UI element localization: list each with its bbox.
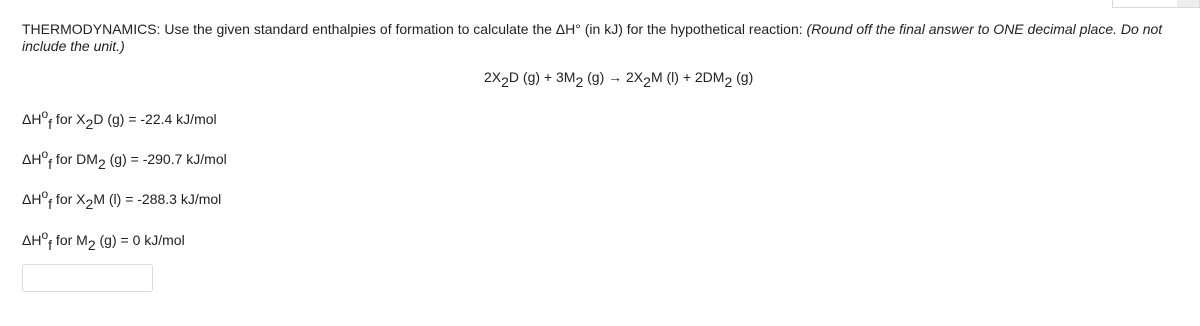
- standard-superscript: o: [41, 107, 49, 121]
- standard-superscript: o: [41, 147, 49, 161]
- enthalpy-value: (g) = -290.7 kJ/mol: [105, 151, 227, 167]
- eq-part: (g): [732, 69, 754, 85]
- question-main: THERMODYNAMICS: Use the given standard enthalpies of formation to calculate the ΔH° (in kJ) for the hypothetical reaction:: [22, 21, 807, 37]
- corner-widget-fill: [1177, 0, 1199, 7]
- answer-input[interactable]: [22, 264, 153, 292]
- species-subscript: 2: [85, 116, 94, 132]
- enthalpy-value: D (g) = -22.4 kJ/mol: [93, 111, 217, 127]
- formation-subscript: f: [48, 196, 53, 212]
- species-label: for M: [52, 232, 88, 248]
- enthalpy-x2m: [22, 187, 222, 212]
- standard-superscript: o: [41, 187, 49, 201]
- enthalpy-value: M (l) = -288.3 kJ/mol: [93, 191, 222, 207]
- eq-part: M (l) + 2DM: [650, 69, 725, 85]
- delta-h-label: ΔH: [22, 151, 42, 167]
- formation-subscript: f: [48, 116, 53, 132]
- eq-subscript: 2: [501, 74, 509, 90]
- delta-h-label: ΔH: [22, 111, 42, 127]
- species-subscript: 2: [85, 196, 94, 212]
- species-label: for X: [52, 111, 86, 127]
- enthalpy-x2d: [22, 107, 217, 132]
- question-text: [22, 21, 1197, 55]
- formation-subscript: f: [48, 156, 53, 172]
- delta-h-label: ΔH: [22, 232, 42, 248]
- species-label: for X: [52, 191, 86, 207]
- species-subscript: 2: [87, 237, 96, 253]
- delta-h-label: ΔH: [22, 191, 42, 207]
- enthalpy-m2: [22, 228, 185, 253]
- species-subscript: 2: [97, 156, 106, 172]
- eq-subscript: 2: [643, 74, 651, 90]
- corner-widget: [1112, 0, 1200, 8]
- eq-subscript: 2: [724, 74, 733, 90]
- enthalpy-value: (g) = 0 kJ/mol: [95, 232, 185, 248]
- formation-subscript: f: [48, 237, 53, 253]
- question-instruction: (Round off the final answer to ONE decimal place. Do not include the unit.): [22, 21, 1163, 54]
- eq-part: (g): [583, 69, 609, 85]
- eq-part: 2X: [484, 69, 502, 85]
- eq-subscript: 2: [575, 74, 584, 90]
- species-label: for DM: [52, 151, 98, 167]
- reaction-arrow: →: [608, 69, 623, 85]
- enthalpy-dm2: [22, 147, 227, 172]
- reaction-equation: [484, 69, 754, 90]
- eq-part: 2X: [622, 69, 644, 85]
- eq-part: D (g) + 3M: [508, 69, 576, 85]
- standard-superscript: o: [41, 228, 49, 242]
